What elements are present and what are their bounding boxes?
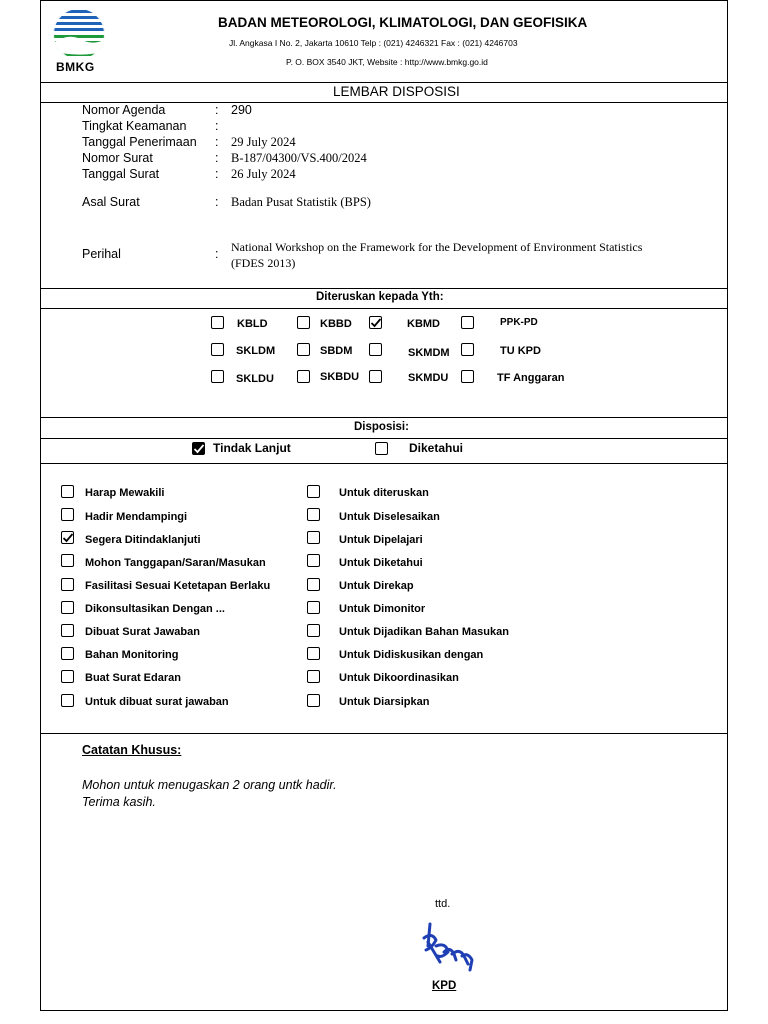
instruction-label: Untuk Dimonitor — [339, 603, 426, 615]
field-label-nomor-surat: Nomor Surat — [82, 151, 153, 165]
field-label-nomor-agenda: Nomor Agenda — [82, 103, 166, 117]
option-label-kbld: KBLD — [237, 318, 268, 330]
checkbox-kbmd[interactable] — [369, 316, 382, 329]
instruction-label: Buat Surat Edaran — [85, 672, 181, 684]
bmkg-logo-icon — [48, 8, 110, 60]
checkbox-diketahui[interactable] — [375, 442, 388, 455]
option-label-skldm: SKLDM — [236, 345, 276, 357]
diteruskan-title: Diteruskan kepada Yth: — [316, 291, 444, 303]
field-label-tanggal-penerimaan: Tanggal Penerimaan — [82, 135, 197, 149]
checkbox-kbld[interactable] — [211, 316, 224, 329]
field-value-perihal-line-1: National Workshop on the Framework for the Development of Environment Statistics — [231, 240, 643, 254]
field-value-nomor-surat: B-187/04300/VS.400/2024 — [231, 151, 367, 165]
instruction-label: Untuk Dikoordinasikan — [339, 672, 459, 684]
checkbox-kbbd[interactable] — [297, 316, 310, 329]
option-label-skldu: SKLDU — [236, 373, 274, 385]
checkbox-sbdm[interactable] — [297, 343, 310, 356]
instruction-label: Untuk Dijadikan Bahan Masukan — [339, 626, 509, 638]
catatan-line-1: Mohon untuk menugaskan 2 orang untk hadir. — [82, 778, 337, 792]
org-name: BADAN METEOROLOGI, KLIMATOLOGI, DAN GEOFISIKA — [218, 15, 588, 30]
address-line-1: Jl. Angkasa I No. 2, Jakarta 10610 Telp : (021) 4246321 Fax : (021) 4246703 — [229, 38, 518, 48]
logo-text: BMKG — [56, 60, 95, 74]
colon: : — [215, 167, 219, 181]
checkbox-skldu[interactable] — [211, 370, 224, 383]
instruction-label: Dikonsultasikan Dengan ... — [85, 603, 225, 615]
colon: : — [215, 195, 219, 209]
instruction-label: Segera Ditindaklanjuti — [85, 534, 201, 546]
instruction-label: Untuk Diarsipkan — [339, 696, 430, 708]
divider — [40, 417, 728, 418]
option-label-ppk-pd: PPK-PD — [500, 317, 538, 328]
checkbox-untuk-diselesaikan[interactable] — [307, 508, 320, 521]
checkbox-hadir-mendampingi[interactable] — [61, 508, 74, 521]
label-tindak-lanjut: Tindak Lanjut — [213, 441, 291, 455]
checkbox-untuk-dibuat-surat-jawaban[interactable] — [61, 694, 74, 707]
checkbox-ppk-pd[interactable] — [461, 316, 474, 329]
instruction-label: Mohon Tanggapan/Saran/Masukan — [85, 557, 266, 569]
divider — [40, 733, 728, 734]
signer-name: KPD — [432, 980, 457, 992]
checkbox-untuk-diteruskan[interactable] — [307, 485, 320, 498]
divider — [40, 308, 728, 309]
instruction-label: Untuk Diselesaikan — [339, 511, 440, 523]
option-label-skbdu: SKBDU — [320, 371, 360, 383]
checkbox-untuk-dipelajari[interactable] — [307, 531, 320, 544]
checkmark-icon — [61, 531, 75, 545]
instruction-label: Bahan Monitoring — [85, 649, 179, 661]
checkbox-untuk-didiskusikan[interactable] — [307, 647, 320, 660]
field-value-perihal-line-2: (FDES 2013) — [231, 256, 296, 270]
checkbox-untuk-dikoordinasikan[interactable] — [307, 670, 320, 683]
field-label-asal-surat: Asal Surat — [82, 195, 140, 209]
colon: : — [215, 135, 219, 149]
field-value-tanggal-penerimaan: 29 July 2024 — [231, 135, 296, 149]
instruction-label: Harap Mewakili — [85, 487, 165, 499]
option-label-skmdm: SKMDM — [408, 347, 450, 359]
instruction-label: Untuk Didiskusikan dengan — [339, 649, 484, 661]
checkbox-skbdu[interactable] — [297, 370, 310, 383]
divider — [40, 463, 728, 464]
checkbox-tu-kpd[interactable] — [461, 343, 474, 356]
checkbox-untuk-direkap[interactable] — [307, 578, 320, 591]
option-label-tu-kpd: TU KPD — [500, 345, 541, 357]
option-label-tf-anggaran: TF Anggaran — [497, 372, 565, 384]
disposisi-title: Disposisi: — [354, 421, 409, 433]
field-value-nomor-agenda: 290 — [231, 103, 252, 117]
catatan-line-2: Terima kasih. — [82, 795, 156, 809]
field-label-tingkat-keamanan: Tingkat Keamanan — [82, 119, 187, 133]
option-label-sbdm: SBDM — [320, 345, 353, 357]
checkbox-untuk-diketahui[interactable] — [307, 554, 320, 567]
checkbox-buat-surat-edaran[interactable] — [61, 670, 74, 683]
checkbox-fasilitasi[interactable] — [61, 578, 74, 591]
instruction-label: Fasilitasi Sesuai Ketetapan Berlaku — [85, 580, 271, 592]
form-title: LEMBAR DISPOSISI — [333, 84, 460, 99]
option-label-kbbd: KBBD — [320, 318, 352, 330]
checkbox-segera-ditindaklanjuti[interactable] — [61, 531, 74, 544]
colon: : — [215, 119, 219, 133]
checkbox-tf-anggaran[interactable] — [461, 370, 474, 383]
checkbox-skmdm[interactable] — [369, 343, 382, 356]
instruction-label: Untuk Dipelajari — [339, 534, 423, 546]
instruction-label: Untuk diteruskan — [339, 487, 429, 499]
divider — [40, 288, 728, 289]
option-label-kbmd: KBMD — [407, 318, 440, 330]
divider — [40, 82, 728, 83]
checkbox-mohon-tanggapan[interactable] — [61, 554, 74, 567]
instruction-label: Hadir Mendampingi — [85, 511, 188, 523]
instruction-label: Untuk Direkap — [339, 580, 414, 592]
colon: : — [215, 247, 219, 261]
checkbox-skldm[interactable] — [211, 343, 224, 356]
checkmark-icon — [192, 442, 206, 456]
bmkg-logo — [48, 8, 110, 74]
instruction-label: Untuk Diketahui — [339, 557, 423, 569]
field-label-tanggal-surat: Tanggal Surat — [82, 167, 160, 181]
checkbox-dibuat-surat-jawaban[interactable] — [61, 624, 74, 637]
field-value-asal-surat: Badan Pusat Statistik (BPS) — [231, 195, 371, 209]
divider — [40, 438, 728, 439]
checkbox-skmdu[interactable] — [369, 370, 382, 383]
checkmark-icon — [369, 316, 383, 330]
signature-scribble — [418, 916, 478, 976]
address-line-2: P. O. BOX 3540 JKT, Website : http://www.bmkg.go.id — [286, 57, 488, 67]
checkbox-untuk-dijadikan-bahan-masukan[interactable] — [307, 624, 320, 637]
ttd-label: ttd. — [435, 898, 451, 910]
colon: : — [215, 151, 219, 165]
option-label-skmdu: SKMDU — [408, 372, 449, 384]
label-diketahui: Diketahui — [409, 441, 464, 455]
checkbox-untuk-dimonitor[interactable] — [307, 601, 320, 614]
field-value-tanggal-surat: 26 July 2024 — [231, 167, 296, 181]
colon: : — [215, 103, 219, 117]
instruction-label: Dibuat Surat Jawaban — [85, 626, 200, 638]
checkbox-untuk-diarsipkan[interactable] — [307, 694, 320, 707]
checkbox-dikonsultasikan[interactable] — [61, 601, 74, 614]
instruction-label: Untuk dibuat surat jawaban — [85, 696, 229, 708]
checkbox-tindak-lanjut[interactable] — [192, 442, 205, 455]
checkbox-harap-mewakili[interactable] — [61, 485, 74, 498]
catatan-title: Catatan Khusus: — [82, 743, 182, 757]
checkbox-bahan-monitoring[interactable] — [61, 647, 74, 660]
field-label-perihal: Perihal — [82, 247, 121, 261]
